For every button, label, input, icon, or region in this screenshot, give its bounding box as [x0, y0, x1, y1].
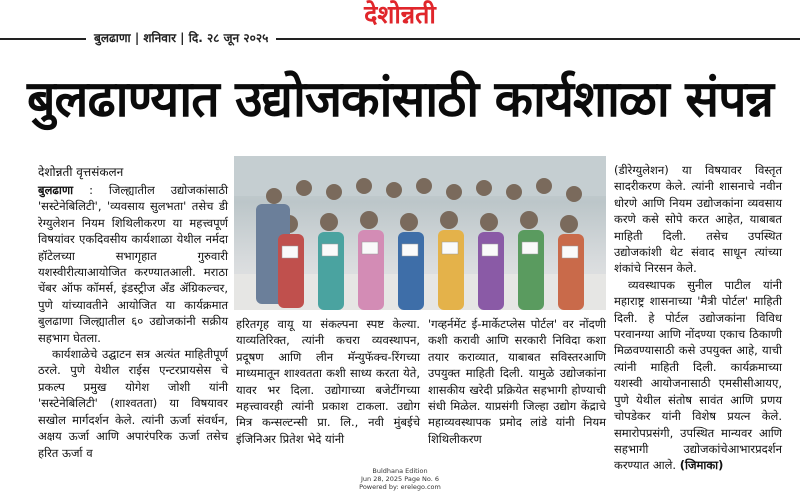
edition-label: Buldhana Edition: [372, 467, 428, 475]
paragraph-1: [38, 182, 228, 346]
page-footer: [0, 467, 800, 491]
paragraph-2: कार्यशाळेचे उद्घाटन सत्र अत्यंत माहितीपूर्ण ठरले. पुणे येथील राईस एन्टरप्रायसेस चे प्रकल्प प्रमुख योगेश जोशी यांनी 'सस्टेनेबिलिटी' (शाश्वतता) या विषयावर सखोल मार्गदर्शन केले. त्यांनी ऊर्जा संवर्धन, अक्षय ऊर्जा आणि अपारंपरिक ऊर्जा तसेच हरित ऊर्जा व: [38, 347, 228, 460]
article-column-2: हरितगृह वायू या संकल्पना स्पष्ट केल्या. याव्यतिरिक्त, त्यांनी कचरा व्यवस्थापन, प्रदूषण आणि लीन मॅन्युफॅक्च-रिंगच्या माध्यमातून शाश्वतता कशी साध्य करता येते, यावर भर दिला. उद्योगाच्या बजेटींगच्या महत्त्वावरही त्यांनी प्रकाश टाकला. उद्योग मित्र कन्सल्टन्सी प्रा. लि., नवी मुंबईचे इंजिनिअर प्रितेश भेदे यांनी: [236, 317, 420, 446]
group-photo-illustration: [234, 156, 606, 310]
paragraph-4a: (डीरेग्युलेशन) या विषयावर विस्तृत सादरीकरण केले. त्यांनी शासनाचे नवीन धोरणे आणि नियम उद्योजकांना व्यवसाय करणे कसे सोपे करत आहेत, याबाबत माहिती दिली. तसेच उपस्थित उद्योजकांशी थेट संवाद साधून त्यांच्या शंकांचे निरसन केले.: [614, 163, 782, 276]
article-column-1: [38, 182, 228, 461]
paragraph-1-text: : जिल्ह्यातील उद्योजकांसाठी 'सस्टेनेबिलिटी', 'व्यवसाय सुलभता' तसेच डी रेग्युलेशन नियम शिथिलीकरण या महत्त्वपूर्ण विषयांवर एकदिवसीय कार्यशाळा येथील नर्मदा हॉटेलच्या सभागृहात गुरुवारी यशस्वीरीत्याआयोजित करण्यातआली. मराठा चेंबर ऑफ कॉमर्स, इंडस्ट्रीज अँड ॲग्रिकल्चर, पुणे यांच्यावतीने आयोजित या कार्यक्रमात बुलढाणा जिल्ह्यातील ६० उद्योजकांनी सक्रीय सहभाग घेतला.: [38, 183, 228, 345]
article-column-4: [614, 162, 782, 474]
newspaper-logo: देशोन्नती: [364, 0, 436, 29]
group-photo: [234, 156, 606, 310]
credit-line: (जिमाका): [679, 458, 724, 473]
masthead: [0, 0, 800, 30]
dateline-text: बुलढाणा | शनिवार | दि. २८ जून २०२५: [86, 30, 276, 46]
powered-by: Powered by: erelego.com: [359, 483, 441, 491]
headline: बुलढाण्यात उद्योजकांसाठी कार्यशाळा संपन्न: [27, 70, 773, 128]
dateline: [0, 30, 800, 46]
page-info: Jun 28, 2025 Page No. 6: [360, 475, 440, 483]
byline: देशोन्नती वृत्तसंकलन: [38, 165, 124, 179]
article-column-3: 'गव्हर्नमेंट ई-मार्केटप्लेस पोर्टल' वर नोंदणी कशी करावी आणि सरकारी निविदा कशा तयार कराव्यात, याबाबत सविस्तरआणि उपयुक्त माहिती दिली. यामुळे उद्योजकांना शासकीय खरेदी प्रक्रियेत सहभागी होण्याची संधी मिळेल. याप्रसंगी जिल्हा उद्योग केंद्राचे महाव्यवस्थापक प्रमोद लांडे यांनी नियम शिथिलीकरण: [428, 317, 606, 446]
paragraph-4b-text: व्यवस्थापक सुनील पाटील यांनी महाराष्ट्र शासनाच्या 'मैत्री पोर्टल' माहिती दिली. हे पोर्टल उद्योजकांना विविध परवानग्या आणि नोंदण्या एकाच ठिकाणी मिळवण्यासाठी कसे उपयुक्त आहे, याची त्यांनी माहिती दिली. कार्यक्रमाच्या यशस्वी आयोजनासाठी एमसीसीआयए, पुणे येथील संतोष सावंत आणि प्रणय चोपडेकर यांनी विशेष प्रयत्न केले. समारोपप्रसंगी, उपस्थित मान्यवर आणि सहभागी उद्योजकांचेआभारप्रदर्शन करण्यात आले.: [614, 277, 782, 473]
paragraph-4b: [614, 277, 782, 474]
location-dateline: बुलढाणा: [38, 183, 74, 197]
